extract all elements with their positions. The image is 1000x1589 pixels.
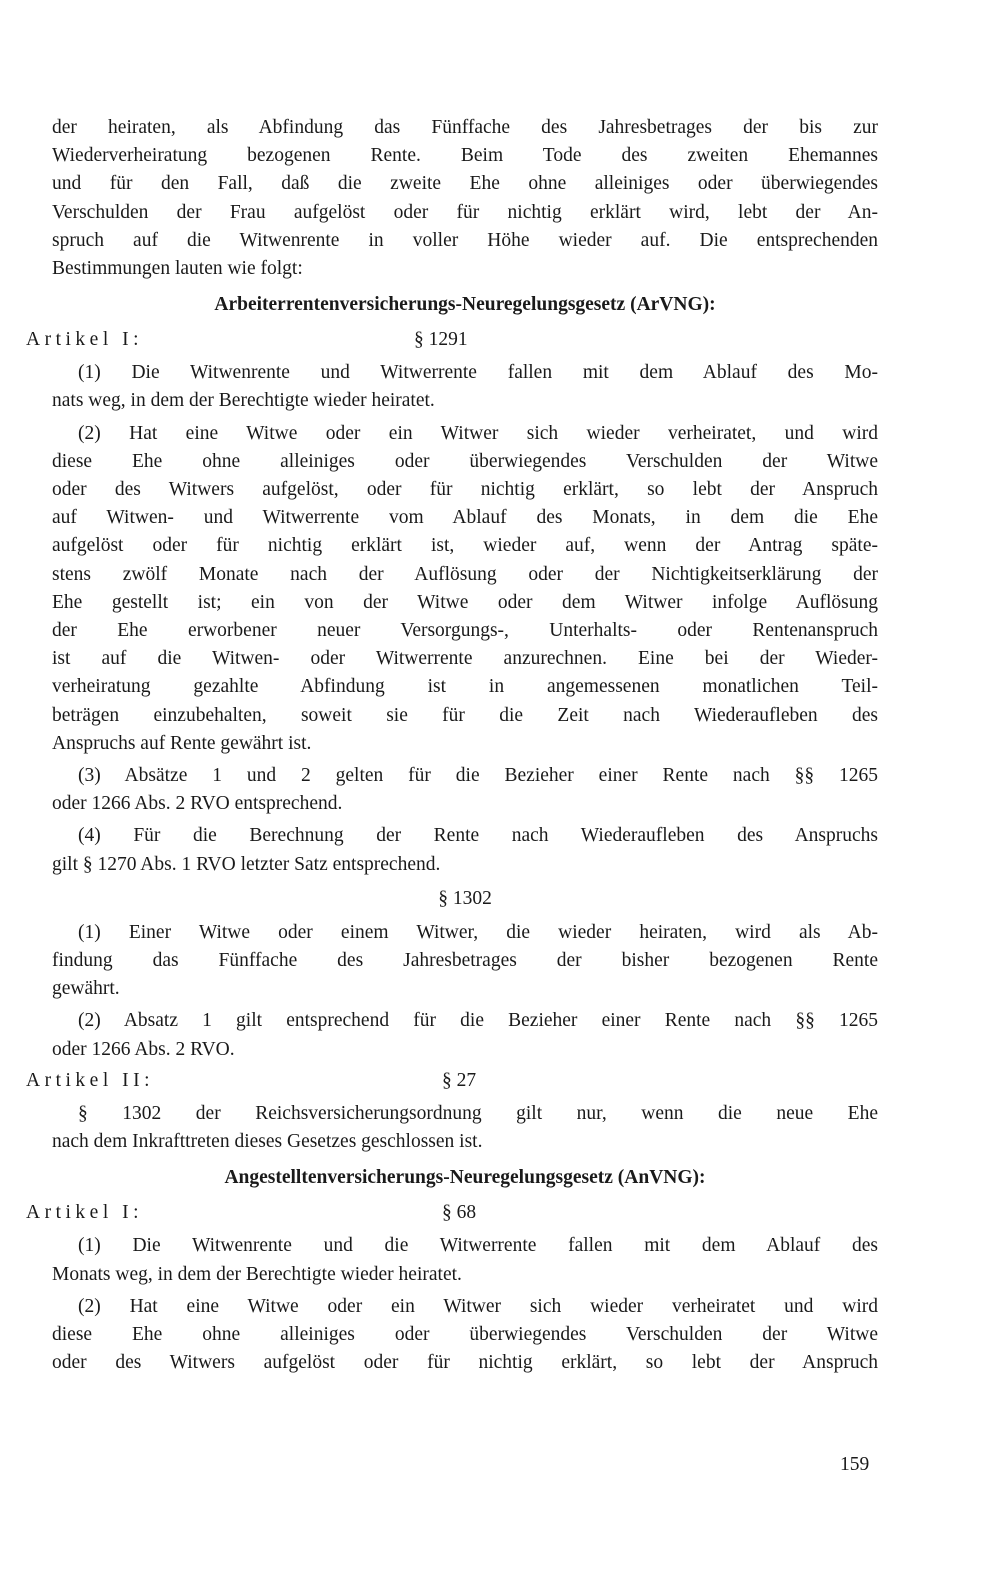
section-1302-body <box>52 919 878 1064</box>
text-line: diese Ehe ohne alleiniges oder überwiegendes Verschulden der Witwe <box>52 450 878 472</box>
arvng-artikel-1-line <box>26 325 878 355</box>
text-line: Verschulden der Frau aufgelöst oder für nichtig erklärt wird, lebt der An- <box>52 201 878 223</box>
text-line: Bestimmungen lauten wie folgt: <box>52 258 303 280</box>
text-line: beträgen einzubehalten, soweit sie für die Zeit nach Wiederaufleben des <box>52 704 878 726</box>
anvng-heading: Angestelltenversicherungs-Neuregelungsgesetz (AnVNG): <box>224 1167 706 1189</box>
section-number: § 1302 <box>438 887 492 909</box>
text-line: (2) Hat eine Witwe oder ein Witwer sich wieder verheiratet, und wird <box>78 422 878 444</box>
text-line: § 1302 der Reichsversicherungsordnung gilt nur, wenn die neue Ehe <box>78 1102 878 1124</box>
text-line: nats weg, in dem der Berechtigte wieder heiratet. <box>52 390 435 412</box>
text-line: (1) Die Witwenrente und Witwerrente fallen mit dem Ablauf des Mo- <box>78 362 878 384</box>
text-line: oder des Witwers aufgelöst oder für nichtig erklärt, so lebt der Anspruch <box>52 1352 878 1374</box>
section-27-body <box>52 1100 878 1156</box>
text-line: gewährt. <box>52 978 120 1000</box>
section-number: § 68 <box>442 1202 477 1224</box>
section-number: § 27 <box>442 1069 477 1091</box>
text-line: Wiederverheiratung bezogenen Rente. Beim Tode des zweiten Ehemannes <box>52 145 878 167</box>
text-line: der Ehe erworbener neuer Versorgungs-, Unterhalts- oder Rentenanspruch <box>52 620 878 642</box>
text-line: aufgelöst oder für nichtig erklärt ist, wieder auf, wenn der Antrag späte- <box>52 535 878 557</box>
text-line: Ehe gestellt ist; ein von der Witwe oder dem Witwer infolge Auflösung <box>52 591 878 613</box>
text-line: (1) Einer Witwe oder einem Witwer, die wieder heiraten, wird als Ab- <box>78 921 878 943</box>
text-line: findung das Fünffache des Jahresbetrages der bisher bezogenen Rente <box>52 950 878 972</box>
text-line: ist auf die Witwen- oder Witwerrente anzurechnen. Eine bei der Wieder- <box>52 648 878 670</box>
text-line: nach dem Inkrafttreten dieses Gesetzes geschlossen ist. <box>52 1131 483 1153</box>
text-line: (3) Absätze 1 und 2 gelten für die Bezieher einer Rente nach §§ 1265 <box>78 765 878 787</box>
page-body <box>26 114 878 1377</box>
text-line: (4) Für die Berechnung der Rente nach Wiederaufleben des Anspruchs <box>78 825 878 847</box>
text-line: stens zwölf Monate nach der Auflösung oder der Nichtigkeitserklärung der <box>52 563 878 585</box>
section-number: § 1291 <box>414 329 468 351</box>
text-line: (1) Die Witwenrente und die Witwerrente fallen mit dem Ablauf des <box>78 1235 878 1257</box>
text-line: und für den Fall, daß die zweite Ehe ohne alleiniges oder überwiegendes <box>52 173 878 195</box>
arvng-artikel-2-line <box>26 1066 878 1096</box>
text-line: (2) Hat eine Witwe oder ein Witwer sich wieder verheiratet und wird <box>78 1295 878 1317</box>
text-line: Monats weg, in dem der Berechtigte wieder heiratet. <box>52 1263 462 1285</box>
artikel-label: Artikel I: <box>26 1202 144 1224</box>
intro-text <box>52 114 878 283</box>
page-number: 159 <box>840 1454 870 1475</box>
section-1291-body <box>52 359 878 879</box>
artikel-label: Artikel I: <box>26 329 144 351</box>
text-line: verheiratung gezahlte Abfindung ist in angemessenen monatlichen Teil- <box>52 676 878 698</box>
arvng-heading: Arbeiterrentenversicherungs-Neuregelungsgesetz (ArVNG): <box>214 294 716 316</box>
text-line: spruch auf die Witwenrente in voller Höhe wieder auf. Die entsprechenden <box>52 229 878 251</box>
text-line: (2) Absatz 1 gilt entsprechend für die Bezieher einer Rente nach §§ 1265 <box>78 1010 878 1032</box>
text-line: oder 1266 Abs. 2 RVO entsprechend. <box>52 793 343 815</box>
artikel-label: Artikel II: <box>26 1069 155 1091</box>
text-line: diese Ehe ohne alleiniges oder überwiegendes Verschulden der Witwe <box>52 1323 878 1345</box>
text-line: Anspruchs auf Rente gewährt ist. <box>52 732 312 754</box>
section-68-body <box>52 1232 878 1377</box>
text-line: auf Witwen- und Witwerrente vom Ablauf des Monats, in dem die Ehe <box>52 507 878 529</box>
text-line: oder des Witwers aufgelöst, oder für nichtig erklärt, so lebt der Anspruch <box>52 479 878 501</box>
text-line: oder 1266 Abs. 2 RVO. <box>52 1038 235 1060</box>
anvng-artikel-1-line <box>26 1198 878 1228</box>
text-line: der heiraten, als Abfindung das Fünffache des Jahresbetrages der bis zur <box>52 117 878 138</box>
text-line: gilt § 1270 Abs. 1 RVO letzter Satz entsprechend. <box>52 853 441 875</box>
